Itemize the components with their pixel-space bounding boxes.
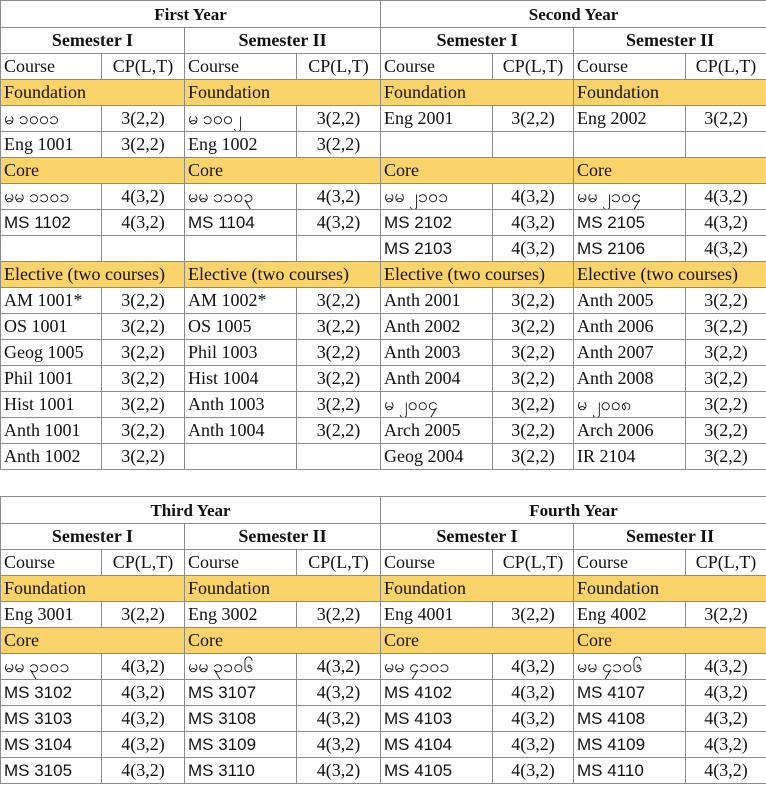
credit-points: 3(2,2) — [297, 602, 381, 628]
credit-points-column-header: CP(L,T) — [493, 550, 574, 576]
credit-points: 4(3,2) — [686, 210, 766, 236]
credit-points — [686, 132, 766, 158]
semester-header: Semester II — [574, 28, 766, 54]
category-row — [1, 262, 766, 288]
category-row — [1, 80, 766, 106]
credit-points: 3(2,2) — [102, 366, 185, 392]
category-label: Foundation — [381, 576, 574, 602]
category-label: Foundation — [381, 80, 574, 106]
semester-header: Semester II — [574, 524, 766, 550]
curriculum-table-years-3-4 — [0, 496, 766, 784]
course-code: မမ ၂၁၀၄ — [574, 184, 686, 210]
course-column-header: Course — [1, 550, 102, 576]
course-code: Anth 2007 — [574, 340, 686, 366]
course-code: မမ ၃၁၀၆ — [185, 654, 297, 680]
category-label: Elective (two courses) — [1, 262, 185, 288]
credit-points: 4(3,2) — [297, 184, 381, 210]
credit-points: 4(3,2) — [493, 732, 574, 758]
category-label: Elective (two courses) — [381, 262, 574, 288]
credit-points: 3(2,2) — [686, 314, 766, 340]
credit-points: 4(3,2) — [686, 236, 766, 262]
course-code: AM 1002* — [185, 288, 297, 314]
credit-points — [297, 444, 381, 470]
credit-points: 3(2,2) — [493, 314, 574, 340]
course-code: MS 4108 — [574, 706, 686, 732]
course-code: Arch 2005 — [381, 418, 493, 444]
credit-points: 3(2,2) — [493, 366, 574, 392]
course-code — [185, 444, 297, 470]
credit-points: 3(2,2) — [493, 392, 574, 418]
credit-points: 3(2,2) — [297, 314, 381, 340]
credit-points: 4(3,2) — [493, 680, 574, 706]
table-row — [1, 184, 766, 210]
table-row — [1, 758, 766, 784]
credit-points: 4(3,2) — [686, 654, 766, 680]
course-code: MS 3108 — [185, 706, 297, 732]
category-label: Core — [185, 158, 381, 184]
credit-points-column-header: CP(L,T) — [686, 550, 766, 576]
table-row — [1, 314, 766, 340]
category-label: Foundation — [574, 80, 766, 106]
course-code: Anth 1004 — [185, 418, 297, 444]
course-code: MS 2103 — [381, 236, 493, 262]
credit-points: 3(2,2) — [493, 444, 574, 470]
course-code: မ ၂၀၀၈ — [574, 392, 686, 418]
course-code: AM 1001* — [1, 288, 102, 314]
credit-points: 3(2,2) — [102, 288, 185, 314]
course-code: Eng 1001 — [1, 132, 102, 158]
semester-header: Semester I — [381, 28, 574, 54]
course-code: MS 1102 — [1, 210, 102, 236]
course-code: Geog 2004 — [381, 444, 493, 470]
credit-points — [102, 236, 185, 262]
credit-points: 3(2,2) — [102, 392, 185, 418]
table-row — [1, 602, 766, 628]
credit-points: 3(2,2) — [493, 288, 574, 314]
year-header: First Year — [1, 1, 381, 28]
semester-header: Semester II — [185, 28, 381, 54]
course-code: Eng 3001 — [1, 602, 102, 628]
credit-points — [297, 236, 381, 262]
course-code: MS 2102 — [381, 210, 493, 236]
credit-points: 4(3,2) — [102, 680, 185, 706]
credit-points: 4(3,2) — [686, 706, 766, 732]
category-label: Core — [574, 158, 766, 184]
course-code — [185, 236, 297, 262]
course-code: မ ၁၀၀၂ — [185, 106, 297, 132]
course-code — [574, 132, 686, 158]
course-code: မမ ၁၁၀၁ — [1, 184, 102, 210]
credit-points: 4(3,2) — [686, 758, 766, 784]
year-header: Second Year — [381, 1, 766, 28]
course-code: MS 4102 — [381, 680, 493, 706]
course-code: Anth 1003 — [185, 392, 297, 418]
course-code: MS 2105 — [574, 210, 686, 236]
credit-points: 4(3,2) — [102, 732, 185, 758]
credit-points: 3(2,2) — [102, 132, 185, 158]
category-label: Core — [381, 628, 574, 654]
credit-points: 3(2,2) — [686, 602, 766, 628]
semester-header-row — [1, 524, 766, 550]
semester-header: Semester II — [185, 524, 381, 550]
category-label: Elective (two courses) — [574, 262, 766, 288]
credit-points: 3(2,2) — [686, 366, 766, 392]
course-code: Phil 1001 — [1, 366, 102, 392]
course-code: MS 3103 — [1, 706, 102, 732]
credit-points: 3(2,2) — [297, 288, 381, 314]
credit-points: 3(2,2) — [686, 288, 766, 314]
course-code: MS 4104 — [381, 732, 493, 758]
course-code: MS 4105 — [381, 758, 493, 784]
course-code: မမ ၂၁၀၁ — [381, 184, 493, 210]
category-label: Foundation — [1, 576, 185, 602]
course-code: MS 4109 — [574, 732, 686, 758]
credit-points: 4(3,2) — [493, 758, 574, 784]
credit-points: 4(3,2) — [102, 758, 185, 784]
course-code: MS 3104 — [1, 732, 102, 758]
credit-points: 3(2,2) — [102, 418, 185, 444]
course-code: IR 2104 — [574, 444, 686, 470]
course-code: MS 3107 — [185, 680, 297, 706]
course-column-header: Course — [185, 54, 297, 80]
course-column-header: Course — [185, 550, 297, 576]
credit-points: 4(3,2) — [686, 184, 766, 210]
category-label: Core — [1, 158, 185, 184]
table-row — [1, 132, 766, 158]
column-header-row — [1, 550, 766, 576]
credit-points-column-header: CP(L,T) — [102, 550, 185, 576]
credit-points: 3(2,2) — [686, 444, 766, 470]
category-label: Elective (two courses) — [185, 262, 381, 288]
category-label: Core — [381, 158, 574, 184]
credit-points: 3(2,2) — [686, 340, 766, 366]
credit-points: 3(2,2) — [297, 392, 381, 418]
table-row — [1, 106, 766, 132]
credit-points: 4(3,2) — [297, 680, 381, 706]
credit-points: 4(3,2) — [493, 654, 574, 680]
course-code: Hist 1001 — [1, 392, 102, 418]
course-code: Anth 1001 — [1, 418, 102, 444]
course-code: MS 4110 — [574, 758, 686, 784]
course-code — [1, 236, 102, 262]
credit-points-column-header: CP(L,T) — [297, 550, 381, 576]
credit-points: 3(2,2) — [686, 106, 766, 132]
course-code: Hist 1004 — [185, 366, 297, 392]
credit-points: 4(3,2) — [493, 184, 574, 210]
year-header-row — [1, 497, 766, 524]
credit-points — [493, 132, 574, 158]
course-code: မမ ၄၁၀၆ — [574, 654, 686, 680]
credit-points: 4(3,2) — [102, 210, 185, 236]
course-code: MS 3102 — [1, 680, 102, 706]
course-code: Eng 3002 — [185, 602, 297, 628]
table-row — [1, 654, 766, 680]
category-label: Core — [574, 628, 766, 654]
course-code: MS 2106 — [574, 236, 686, 262]
credit-points: 3(2,2) — [297, 132, 381, 158]
credit-points: 4(3,2) — [686, 680, 766, 706]
credit-points: 4(3,2) — [102, 184, 185, 210]
course-code: MS 4103 — [381, 706, 493, 732]
course-code: MS 3109 — [185, 732, 297, 758]
credit-points: 3(2,2) — [493, 418, 574, 444]
semester-header: Semester I — [1, 28, 185, 54]
course-code: Anth 2006 — [574, 314, 686, 340]
credit-points: 4(3,2) — [297, 706, 381, 732]
credit-points: 4(3,2) — [493, 210, 574, 236]
column-header-row — [1, 54, 766, 80]
table-row — [1, 418, 766, 444]
category-label: Foundation — [185, 576, 381, 602]
table-row — [1, 392, 766, 418]
course-column-header: Course — [574, 54, 686, 80]
course-code: OS 1005 — [185, 314, 297, 340]
course-column-header: Course — [381, 550, 493, 576]
credit-points: 4(3,2) — [493, 706, 574, 732]
course-code: Eng 2001 — [381, 106, 493, 132]
credit-points: 4(3,2) — [686, 732, 766, 758]
credit-points: 4(3,2) — [297, 654, 381, 680]
credit-points: 3(2,2) — [493, 340, 574, 366]
category-label: Core — [1, 628, 185, 654]
course-code: MS 4107 — [574, 680, 686, 706]
credit-points: 3(2,2) — [297, 418, 381, 444]
credit-points: 3(2,2) — [102, 602, 185, 628]
credit-points: 3(2,2) — [493, 602, 574, 628]
course-code: Anth 2003 — [381, 340, 493, 366]
course-code: MS 3105 — [1, 758, 102, 784]
category-row — [1, 628, 766, 654]
table-row — [1, 732, 766, 758]
table-row — [1, 236, 766, 262]
credit-points: 4(3,2) — [102, 654, 185, 680]
credit-points: 3(2,2) — [686, 392, 766, 418]
semester-header: Semester I — [1, 524, 185, 550]
category-label: Core — [185, 628, 381, 654]
table-row — [1, 340, 766, 366]
course-code: Anth 1002 — [1, 444, 102, 470]
course-code: မမ ၁၁၀၃ — [185, 184, 297, 210]
course-code: Eng 1002 — [185, 132, 297, 158]
semester-header: Semester I — [381, 524, 574, 550]
table-row — [1, 288, 766, 314]
course-column-header: Course — [381, 54, 493, 80]
course-code: Eng 4002 — [574, 602, 686, 628]
table-row — [1, 366, 766, 392]
course-code: Anth 2002 — [381, 314, 493, 340]
year-header: Third Year — [1, 497, 381, 524]
credit-points: 3(2,2) — [686, 418, 766, 444]
course-code: Eng 2002 — [574, 106, 686, 132]
course-code: မမ ၄၁၀၁ — [381, 654, 493, 680]
course-code: မ ၂၀၀၄ — [381, 392, 493, 418]
category-label: Foundation — [185, 80, 381, 106]
credit-points: 4(3,2) — [493, 236, 574, 262]
credit-points-column-header: CP(L,T) — [493, 54, 574, 80]
table-row — [1, 680, 766, 706]
credit-points-column-header: CP(L,T) — [686, 54, 766, 80]
course-code: Anth 2008 — [574, 366, 686, 392]
course-code: မမ ၃၁၀၁ — [1, 654, 102, 680]
course-code: MS 3110 — [185, 758, 297, 784]
credit-points: 4(3,2) — [297, 732, 381, 758]
category-label: Foundation — [1, 80, 185, 106]
course-code: Arch 2006 — [574, 418, 686, 444]
credit-points: 3(2,2) — [297, 366, 381, 392]
course-code: Geog 1005 — [1, 340, 102, 366]
course-code: MS 1104 — [185, 210, 297, 236]
year-header: Fourth Year — [381, 497, 766, 524]
credit-points: 3(2,2) — [297, 106, 381, 132]
category-row — [1, 158, 766, 184]
course-code — [381, 132, 493, 158]
course-code: Anth 2004 — [381, 366, 493, 392]
category-row — [1, 576, 766, 602]
table-row — [1, 706, 766, 732]
course-code: Phil 1003 — [185, 340, 297, 366]
table-row — [1, 210, 766, 236]
credit-points: 3(2,2) — [102, 444, 185, 470]
credit-points-column-header: CP(L,T) — [297, 54, 381, 80]
course-code: Anth 2005 — [574, 288, 686, 314]
credit-points: 4(3,2) — [297, 758, 381, 784]
course-code: Eng 4001 — [381, 602, 493, 628]
credit-points: 4(3,2) — [102, 706, 185, 732]
credit-points: 3(2,2) — [102, 106, 185, 132]
category-label: Foundation — [574, 576, 766, 602]
credit-points-column-header: CP(L,T) — [102, 54, 185, 80]
course-code: OS 1001 — [1, 314, 102, 340]
table-row — [1, 444, 766, 470]
course-code: မ ၁၀၀၁ — [1, 106, 102, 132]
course-code: Anth 2001 — [381, 288, 493, 314]
credit-points: 3(2,2) — [102, 340, 185, 366]
credit-points: 3(2,2) — [102, 314, 185, 340]
course-column-header: Course — [1, 54, 102, 80]
credit-points: 4(3,2) — [297, 210, 381, 236]
credit-points: 3(2,2) — [297, 340, 381, 366]
course-column-header: Course — [574, 550, 686, 576]
year-header-row — [1, 1, 766, 28]
credit-points: 3(2,2) — [493, 106, 574, 132]
semester-header-row — [1, 28, 766, 54]
